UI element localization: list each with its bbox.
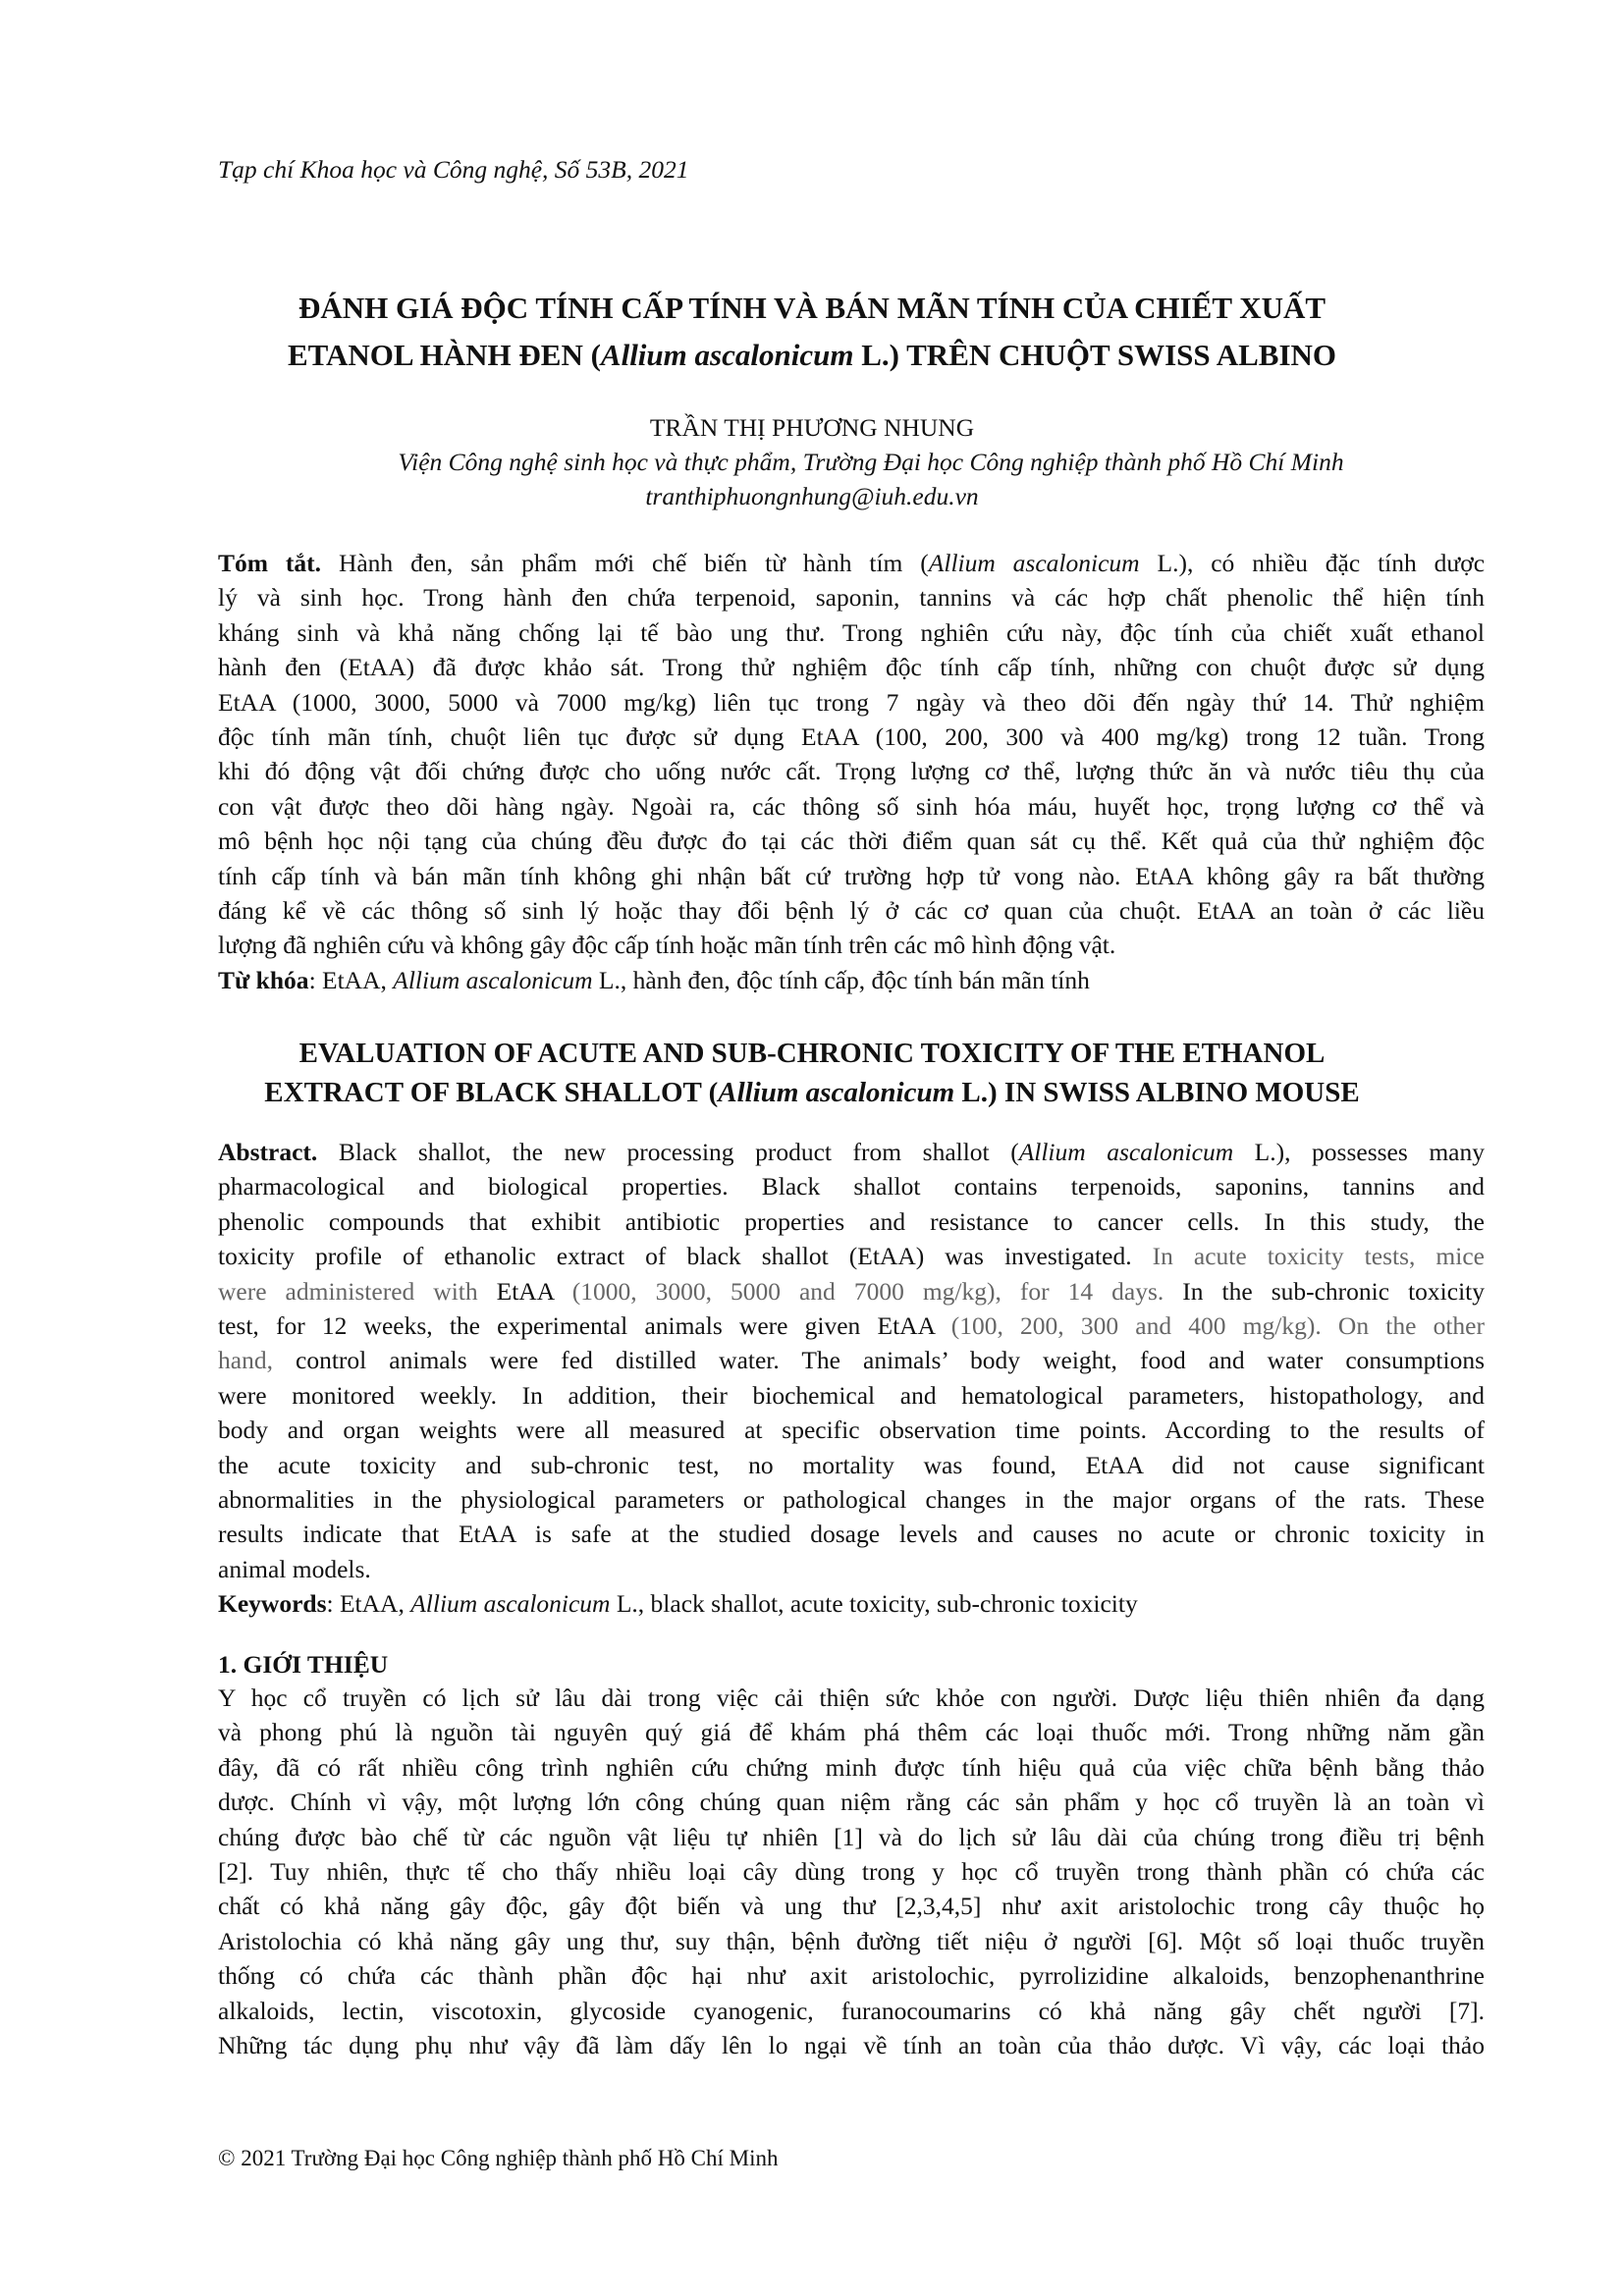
text-line bbox=[218, 893, 1485, 928]
text-line bbox=[218, 1239, 1485, 1273]
text-segment: results indicate that EtAA is safe at the studied dosage levels and causes no acute or chronic toxicity in bbox=[218, 1520, 1485, 1549]
text-line bbox=[218, 1785, 1485, 1819]
text-segment: EtAA (1000, 3000, 5000 và 7000 mg/kg) liên tục trong 7 ngày và theo dõi đến ngày thứ 14. Thử nghiệm bbox=[218, 687, 1485, 717]
text-segment: L.), possesses many bbox=[1233, 1138, 1485, 1166]
text-line bbox=[218, 1204, 1485, 1239]
text-line bbox=[218, 650, 1485, 684]
species-name: Allium ascalonicum bbox=[718, 1077, 955, 1108]
text-line bbox=[218, 1274, 1485, 1308]
text-segment: L.), có nhiều đặc tính dược bbox=[1139, 549, 1486, 577]
text-segment: were administered with bbox=[218, 1276, 478, 1306]
text-segment: toxicity profile of ethanolic extract of black shallot (EtAA) was investigated. bbox=[218, 1242, 1153, 1271]
text-line bbox=[218, 615, 1485, 650]
text-segment: animal models. bbox=[218, 1554, 371, 1583]
text-segment: thống có chứa các thành phần độc hại như axit aristolochic, pyrrolizidine alkaloids, benzophenanthrine bbox=[218, 1961, 1485, 1991]
abstract-vietnamese bbox=[218, 546, 1485, 997]
text-line bbox=[218, 685, 1485, 720]
text-segment: L., hành đen, độc tính cấp, độc tính bán mãn tính bbox=[592, 965, 1090, 994]
footer-copyright: © 2021 Trường Đại học Công nghiệp thành phố Hồ Chí Minh bbox=[218, 2146, 779, 2170]
text-segment: dược. Chính vì vậy, một lượng lớn công chúng quan niệm rằng các sản phẩm y học cổ truyền là an toàn vì bbox=[218, 1788, 1485, 1817]
title-text: L.) IN SWISS ALBINO MOUSE bbox=[954, 1077, 1360, 1108]
text-segment: khi đó động vật đối chứng được cho uống nước cất. Trọng lượng cơ thể, lượng thức ăn và nước tiêu thụ của bbox=[218, 757, 1485, 786]
species-name: Allium ascalonicum bbox=[928, 549, 1140, 577]
text-segment: Y học cổ truyền có lịch sử lâu dài trong việc cải thiện sức khỏe con người. Dược liệu thiên nhiên đa dạng bbox=[218, 1683, 1485, 1712]
text-segment: hand, bbox=[218, 1346, 273, 1375]
title-text: EXTRACT OF BLACK SHALLOT ( bbox=[264, 1077, 719, 1108]
text-line bbox=[218, 963, 1485, 997]
title-vietnamese bbox=[0, 285, 1624, 379]
section-heading: 1. GIỚI THIỆU bbox=[218, 1650, 389, 1679]
text-line bbox=[218, 546, 1485, 580]
species-name: Allium ascalonicum bbox=[410, 1589, 611, 1619]
text-segment: đây, đã có rất nhiều công trình nghiên cứu chứng minh được tính hiệu quả của việc chữa bệnh bằng thảo bbox=[218, 1752, 1485, 1782]
text-segment: mô bệnh học nội tạng của chúng đều được đo tại các thời điểm quan sát cụ thể. Kết quả của thử nghiệm độc bbox=[218, 827, 1485, 856]
text-line bbox=[218, 1343, 1485, 1377]
text-segment: chúng được bào chế từ các nguồn vật liệu tự nhiên [1] và do lịch sử lâu dài của chúng trong điều trị bệnh bbox=[218, 1822, 1485, 1851]
text-line bbox=[218, 1924, 1485, 1958]
title-line-1: EVALUATION OF ACUTE AND SUB-CHRONIC TOXICITY OF THE ETHANOL bbox=[298, 1038, 1326, 1069]
text-segment: Aristolochia có khả năng gây ung thư, suy thận, bệnh đường tiết niệu ở người [6]. Một số loại thuốc truyền bbox=[218, 1926, 1485, 1955]
author-block bbox=[0, 410, 1624, 513]
text-segment: the acute toxicity and sub-chronic test, no mortality was found, EtAA did not cause significant bbox=[218, 1450, 1485, 1479]
title-text: L.) TRÊN CHUỘT SWISS ALBINO bbox=[853, 338, 1337, 372]
text-segment: Những tác dụng phụ như vậy đã làm dấy lên lo ngại về tính an toàn của thảo dược. Vì vậy, các loại thảo bbox=[218, 2030, 1485, 2059]
text-segment: tính cấp tính và bán mãn tính không ghi nhận bất cứ trường hợp tử vong nào. EtAA không gây ra bất thường bbox=[218, 861, 1485, 890]
text-line bbox=[218, 2028, 1485, 2062]
text-line bbox=[218, 1378, 1485, 1413]
text-line bbox=[218, 1994, 1485, 2028]
text-segment: body and organ weights were all measured at specific observation time points. According to the results of bbox=[218, 1415, 1485, 1445]
title-line-2 bbox=[0, 332, 1624, 379]
text-segment: pharmacological and biological properties. Black shallot contains terpenoids, saponins, tannins and bbox=[218, 1172, 1485, 1201]
abstract-english bbox=[218, 1135, 1485, 1621]
text-segment: con vật được theo dõi hàng ngày. Ngoài ra, các thông số sinh hóa máu, huyết học, trọng lượng cơ thể và bbox=[218, 791, 1485, 821]
text-line bbox=[218, 1715, 1485, 1749]
text-segment: were monitored weekly. In addition, their biochemical and hematological parameters, histopathology, and bbox=[218, 1380, 1485, 1410]
text-segment: test, for 12 weeks, the experimental animals were given EtAA bbox=[218, 1310, 951, 1340]
text-line bbox=[218, 859, 1485, 893]
author-affiliation: Viện Công nghệ sinh học và thực phẩm, Trường Đại học Công nghiệp thành phố Hồ Chí Minh bbox=[398, 448, 1344, 476]
text-segment: : EtAA, bbox=[308, 965, 394, 994]
text-line bbox=[218, 1517, 1485, 1551]
text-segment: : EtAA, bbox=[326, 1589, 411, 1619]
text-line bbox=[218, 1681, 1485, 1715]
text-segment: L., black shallot, acute toxicity, sub-chronic toxicity bbox=[610, 1589, 1138, 1619]
text-line bbox=[218, 789, 1485, 824]
text-line bbox=[218, 1750, 1485, 1785]
text-segment: EtAA bbox=[477, 1276, 572, 1306]
text-line bbox=[218, 1958, 1485, 1993]
text-line bbox=[218, 1169, 1485, 1203]
text-line bbox=[218, 1482, 1485, 1517]
text-segment: và phong phú là nguồn tài nguyên quý giá để khám phá thêm các loại thuốc mới. Trong những năm gần bbox=[218, 1718, 1485, 1747]
text-line bbox=[218, 1413, 1485, 1447]
text-segment: In acute toxicity tests, mice bbox=[1152, 1242, 1485, 1271]
text-segment: kháng sinh và khả năng chống lại tế bào ung thư. Trong nghiên cứu này, độc tính của chiết xuất ethanol bbox=[218, 617, 1485, 647]
label-bold: Tóm tắt. bbox=[218, 549, 322, 577]
title-line-1: ĐÁNH GIÁ ĐỘC TÍNH CẤP TÍNH VÀ BÁN MÃN TÍNH CỦA CHIẾT XUẤT bbox=[298, 291, 1326, 325]
text-line bbox=[218, 1586, 1485, 1621]
text-line bbox=[218, 1820, 1485, 1854]
species-name: Allium ascalonicum bbox=[1018, 1138, 1234, 1166]
text-segment: alkaloids, lectin, viscotoxin, glycoside cyanogenic, furanocoumarins có khả năng gây chết người [7]. bbox=[218, 1996, 1485, 2025]
title-english bbox=[0, 1034, 1624, 1112]
text-segment: (1000, 3000, 5000 and 7000 mg/kg), for 14 days. bbox=[571, 1276, 1164, 1306]
text-line bbox=[218, 754, 1485, 788]
author-name: TRẦN THỊ PHƯƠNG NHUNG bbox=[649, 413, 975, 442]
author-email: tranthiphuongnhung@iuh.edu.vn bbox=[645, 482, 979, 510]
text-segment: control animals were fed distilled water. The animals’ body weight, food and water consumptions bbox=[272, 1346, 1485, 1375]
label-bold: Abstract. bbox=[218, 1138, 318, 1166]
text-segment: độc tính mãn tính, chuột liên tục được sử dụng EtAA (100, 200, 300 và 400 mg/kg) trong 12 tuần. Trong bbox=[218, 721, 1485, 751]
text-line bbox=[218, 824, 1485, 858]
text-segment: chất có khả năng gây độc, gây đột biến và ung thư [2,3,4,5] như axit aristolochic trong cây thuộc họ bbox=[218, 1892, 1485, 1921]
text-line bbox=[218, 1854, 1485, 1889]
text-segment: lý và sinh học. Trong hành đen chứa terpenoid, saponin, tannins và các hợp chất phenolic thể hiện tính bbox=[218, 583, 1485, 613]
label-bold: Từ khóa bbox=[218, 965, 309, 994]
label-bold: Keywords bbox=[218, 1589, 327, 1619]
text-segment: [2]. Tuy nhiên, thực tế cho thấy nhiều loại cây dùng trong y học cổ truyền trong thành phần có chứa các bbox=[218, 1856, 1485, 1886]
title-line-2 bbox=[0, 1073, 1624, 1112]
journal-header: Tạp chí Khoa học và Công nghệ, Số 53B, 2021 bbox=[218, 155, 689, 184]
text-line bbox=[218, 720, 1485, 754]
text-segment: (100, 200, 300 and 400 mg/kg). On the other bbox=[950, 1310, 1485, 1340]
text-segment: hành đen (EtAA) đã được khảo sát. Trong thử nghiệm độc tính cấp tính, những con chuột được sử dụng bbox=[218, 653, 1485, 682]
text-line bbox=[218, 1889, 1485, 1923]
text-segment: Black shallot, the new processing product from shallot ( bbox=[317, 1138, 1019, 1166]
species-name: Allium ascalonicum bbox=[393, 965, 593, 994]
title-text: ETANOL HÀNH ĐEN ( bbox=[287, 338, 601, 372]
species-name: Allium ascalonicum bbox=[600, 338, 854, 372]
text-line bbox=[218, 580, 1485, 614]
text-segment: In the sub-chronic toxicity bbox=[1164, 1276, 1485, 1306]
text-segment: lượng đã nghiên cứu và không gây độc cấp tính hoặc mãn tính trên các mô hình động vật. bbox=[218, 931, 1116, 960]
text-line bbox=[218, 1135, 1485, 1169]
text-line bbox=[218, 1308, 1485, 1343]
text-segment: Hành đen, sản phẩm mới chế biến từ hành tím ( bbox=[321, 549, 929, 577]
text-line bbox=[218, 1552, 1485, 1586]
text-line bbox=[218, 928, 1485, 962]
text-segment: đáng kể về các thông số sinh lý hoặc thay đổi bệnh lý ở các cơ quan của chuột. EtAA an toàn ở các liều bbox=[218, 895, 1485, 925]
text-line bbox=[218, 1448, 1485, 1482]
text-segment: phenolic compounds that exhibit antibiotic properties and resistance to cancer cells. In this study, the bbox=[218, 1206, 1485, 1236]
section-body bbox=[218, 1681, 1485, 2062]
text-segment: abnormalities in the physiological parameters or pathological changes in the major organs of the rats. These bbox=[218, 1484, 1485, 1514]
